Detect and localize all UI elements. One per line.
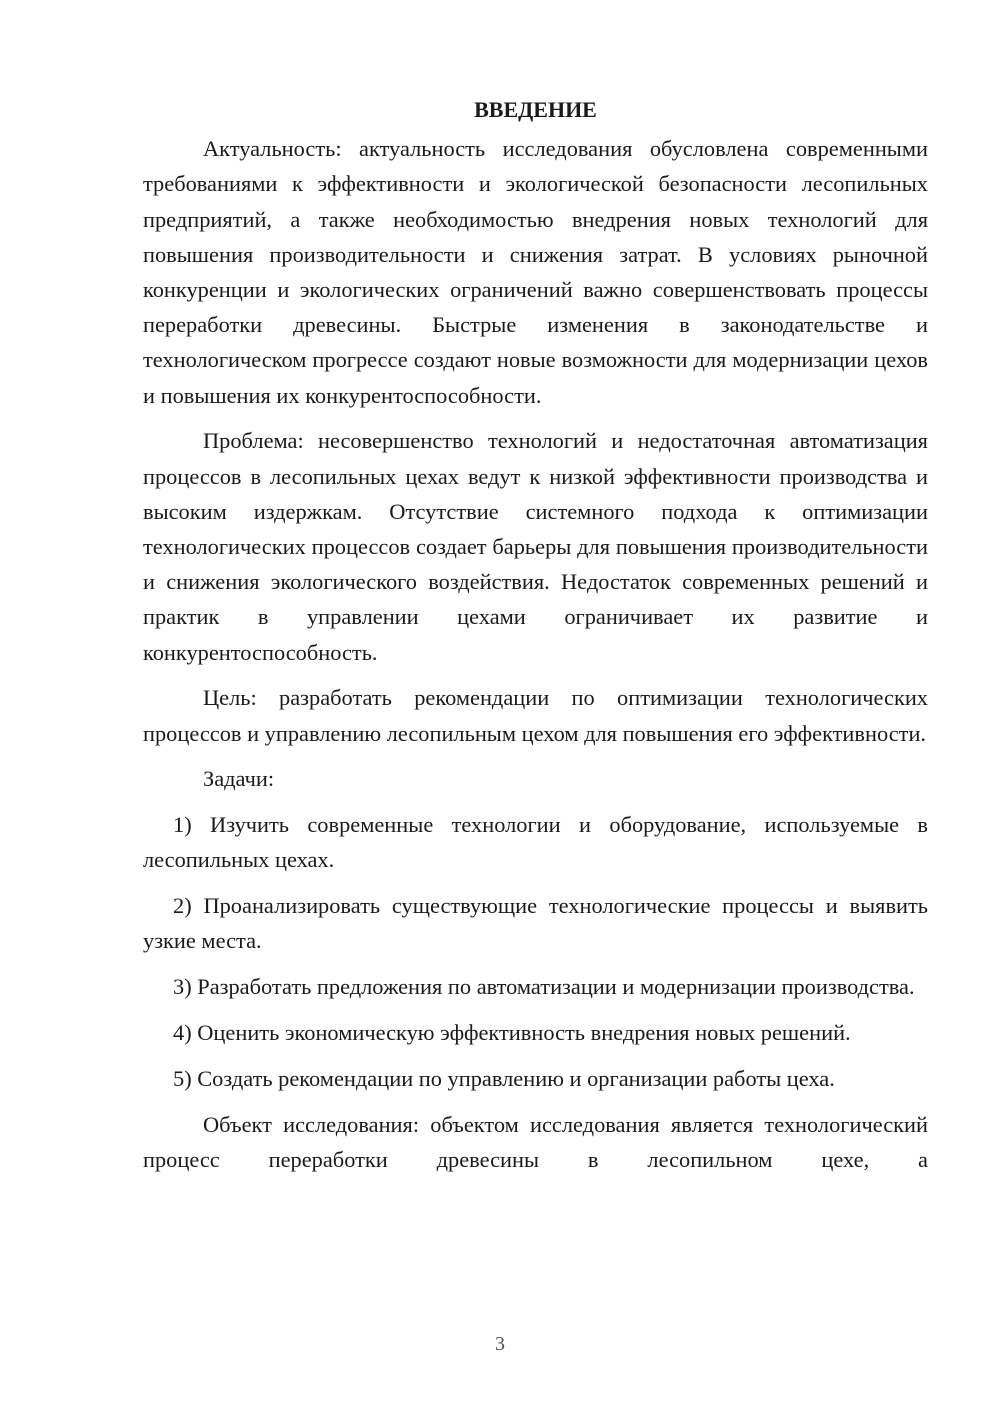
goal-paragraph: Цель: разработать рекомендации по оптимизации технологических процессов и управлению лесопильным цехом для повышения его эффективности. (143, 685, 928, 746)
relevance-paragraph: Актуальность: актуальность исследования обусловлена современными требованиями к эффективности и экологической безопасности лесопильных предприятий, а также необходимостью внедрения новых технологий для повышения производительности и снижения затрат. В условиях рыночной конкуренции и экологических ограничений важно совершенствовать процессы переработки древесины. Быстрые изменения в законодательстве и технологическом прогрессе создают новые возможности для модернизации цехов и повышения их конкурентоспособности. (143, 136, 928, 408)
task-item: 3) Разработать предложения по автоматизации и модернизации производства. (173, 974, 915, 1000)
task-item: 5) Создать рекомендации по управлению и организации работы цеха. (173, 1065, 835, 1091)
task-item: 1) Изучить современные технологии и оборудование, используемые в лесопильных цехах. (143, 812, 928, 873)
task-item: 2) Проанализировать существующие технологические процессы и выявить узкие места. (143, 893, 928, 954)
page-title: ВВЕДЕНИЕ (474, 97, 597, 122)
task-item: 4) Оценить экономическую эффективность внедрения новых решений. (173, 1020, 851, 1046)
problem-paragraph: Проблема: несовершенство технологий и недостаточная автоматизация процессов в лесопильных цехах ведут к низкой эффективности производства и высоким издержкам. Отсутствие системного подхода к оптимизации технологических процессов создает барьеры для повышения производительности и снижения экологического воздействия. Недостаток современных решений и практик в управлении цехами ограничивает их развитие и конкурентоспособность. (143, 428, 928, 665)
tasks-heading: Задачи: (203, 766, 275, 792)
object-paragraph: Объект исследования: объектом исследования является технологический процесс переработки древесины в лесопильном цехе, а (143, 1111, 928, 1172)
document-page (143, 92, 928, 1188)
page-number: 3 (495, 1333, 505, 1355)
